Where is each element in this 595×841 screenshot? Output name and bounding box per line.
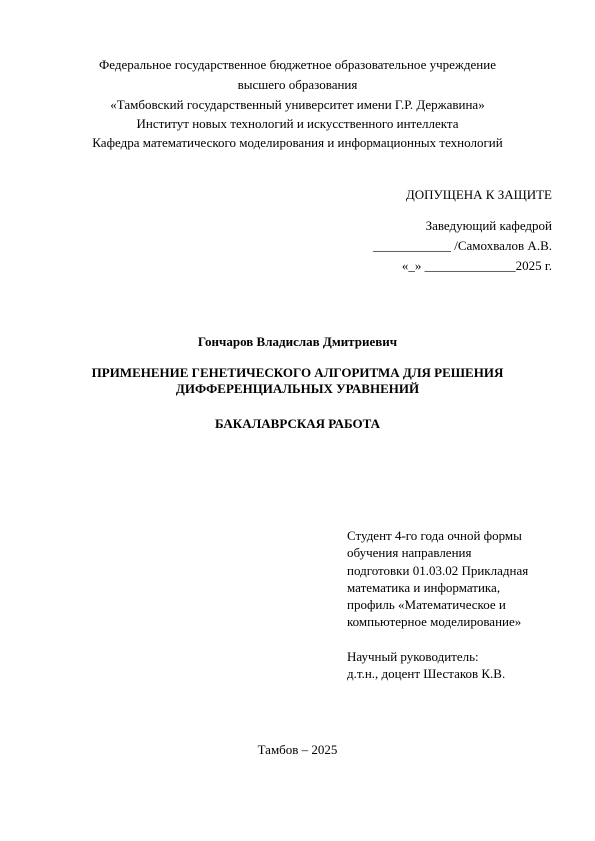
header-line-federal: Федеральное государственное бюджетное образовательное учреждение [99, 57, 496, 72]
supervisor-name: д.т.н., доцент Шестаков К.В. [347, 666, 506, 682]
supervisor-info [347, 648, 505, 683]
header-line-department: Кафедра математического моделирования и информационных технологий [92, 135, 503, 150]
header-line-education: высшего образования [237, 77, 358, 92]
approval-title: ДОПУЩЕНА К ЗАЩИТЕ [405, 187, 552, 202]
thesis-title-line-2: ДИФФЕРЕНЦИАЛЬНЫХ УРАВНЕНИЙ [175, 381, 420, 396]
supervisor-label: Научный руководитель: [347, 649, 479, 664]
student-info-line: Студент 4-го года очной формы [347, 528, 522, 543]
author-name: Гончаров Владислав Дмитриевич [197, 334, 398, 349]
approval-date: «_» ______________2025 г. [401, 258, 552, 273]
approval-signature: ____________ /Самохвалов А.В. [373, 238, 552, 253]
student-info-line: компьютерное моделирование» [347, 614, 522, 630]
work-type: БАКАЛАВРСКАЯ РАБОТА [214, 416, 380, 431]
student-info-line: профиль «Математическое и [347, 597, 506, 613]
student-info-line: подготовки 01.03.02 Прикладная [347, 562, 529, 578]
city-year: Тамбов – 2025 [257, 742, 338, 757]
header-line-university: «Тамбовский государственный университет имени Г.Р. Державина» [110, 97, 485, 112]
student-info-line: обучения направления [347, 545, 472, 561]
student-info-line: математика и информатика, [347, 579, 501, 595]
thesis-title-line-1: ПРИМЕНЕНИЕ ГЕНЕТИЧЕСКОГО АЛГОРИТМА ДЛЯ РЕШЕНИЯ [91, 365, 504, 380]
student-info [347, 527, 528, 631]
approval-position: Заведующий кафедрой [425, 218, 552, 233]
header-line-institute: Институт новых технологий и искусственного интеллекта [136, 116, 459, 131]
